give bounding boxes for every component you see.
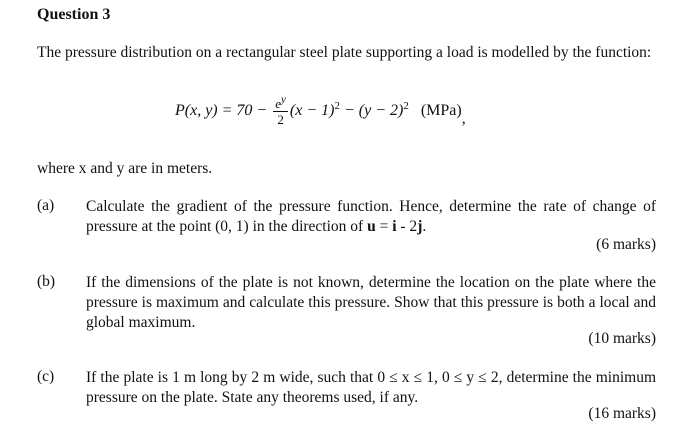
question-title: Question 3 [37, 6, 111, 23]
formula-unit: (MPa) [420, 102, 462, 120]
pressure-formula [175, 93, 575, 146]
formula-term-y: − (y − 2) [339, 102, 404, 120]
formula-exp-y: 2 [403, 99, 409, 112]
where-line: where x and y are in meters. [37, 160, 213, 177]
formula-term-x: (x − 1) [289, 102, 335, 120]
part-a-label: (a) [37, 197, 55, 214]
formula-fraction [273, 93, 288, 127]
part-b-text: If the dimensions of the plate is not known, determine the location on the plate where the pressure is maximum and calculate this pressure. Show that this pressure is both a local and global maximum. [86, 274, 656, 331]
part-c-label: (c) [37, 368, 55, 385]
fraction-numerator: $e^y$ [275, 93, 286, 111]
part-c-marks: (16 marks) [588, 405, 656, 422]
intro-paragraph: The pressure distribution on a rectangular steel plate supporting a load is modelled by the function: [37, 44, 652, 61]
part-a-text: Calculate the gradient of the pressure function. Hence, determine the rate of change of pressure at the point (0, 1) in the direction of u = i - 2j. [86, 198, 656, 235]
formula-trail: , [461, 110, 466, 128]
formula-lhs: P(x, y) = 70 − [175, 102, 268, 120]
part-a-marks: (6 marks) [596, 236, 656, 253]
part-c-text: If the plate is 1 m long by 2 m wide, such that 0 ≤ x ≤ 1, 0 ≤ y ≤ 2, determine the minimum pressure on the plate. State any theorems used, if any. [86, 369, 656, 406]
formula-exp-x: 2 [334, 99, 340, 112]
part-b-label: (b) [37, 273, 56, 290]
part-b-marks: (10 marks) [588, 330, 656, 347]
fraction-denominator: 2 [277, 112, 284, 127]
